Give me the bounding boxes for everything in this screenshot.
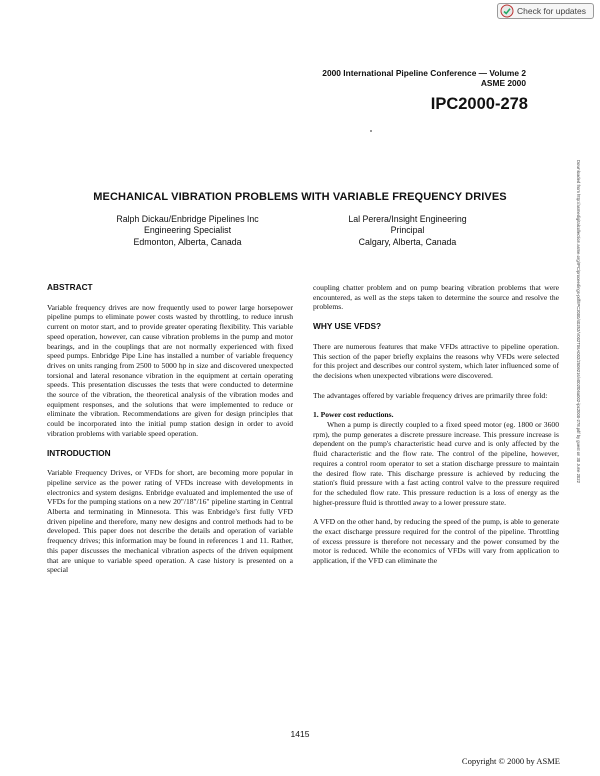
vfd-paragraph: A VFD on the other hand, by reducing the speed of the pump, is able to generate the exact discharge pressure required for the control of the pipeline. Throttling of excess pressure is therefore not necessary and the power consumed by the motor is reduced. While the economics of VFDs will vary from application to application, if the VFD can eliminate the — [313, 517, 559, 566]
check-for-updates-badge[interactable] — [497, 3, 594, 19]
why-use-vfds-text: There are numerous features that make VFDs attractive to pipeline operation. This section of the paper briefly explains the reasons why VFDs were selected for this project and describes our control system, which later influenced some of the decisions when unexpected vibrations were discovered. — [313, 341, 559, 380]
check-for-updates-label: Check for updates — [517, 6, 586, 16]
speck — [370, 130, 372, 132]
paper-id: IPC2000-278 — [430, 95, 528, 113]
publisher: ASME 2000 — [480, 78, 526, 88]
advantages-text: The advantages offered by variable frequency drives are primarily three fold: — [313, 390, 548, 400]
copyright: Copyright © 2000 by ASME — [461, 756, 560, 766]
author-name: Lal Perera/Insight Engineering — [348, 214, 467, 224]
item-1-heading: 1. Power cost reductions. — [313, 410, 394, 420]
conference-header — [322, 68, 526, 88]
continued-text: coupling chatter problem and on pump bearing vibration problems that were encountered, as well as the steps taken to determine the source and resolve the problems. — [313, 283, 559, 312]
introduction-heading: INTRODUCTION — [47, 447, 111, 458]
left-column — [47, 283, 293, 575]
author-role: Principal — [390, 225, 425, 236]
author-name: Ralph Dickau/Enbridge Pipelines Inc — [116, 214, 259, 224]
page-number: 1415 — [290, 729, 310, 739]
conference-name: 2000 International Pipeline Conference — Volume 2 — [322, 68, 526, 78]
abstract-heading: ABSTRACT — [47, 282, 93, 292]
item-1-text: When a pump is directly coupled to a fixed speed motor (eg. 1800 or 3600 rpm), the pump generates a discrete pressure increase. This pressure increase is dependent on the pump's characteristic head curve and is only affected by the fluid characteristic and the flow rate. The control of the pipeline, however, requires a control room operator to set a station discharge pressure to maintain the desired flow rate. This discharge pressure is achieved by reducing the station's fluid pressure with a fast acting control valve to the pressure required for the scheduled flow rate. This pressure reduction is a loss of energy as the higher-pressure fluid is throttled away to a lower pressure state. — [313, 420, 559, 507]
author-location: Edmonton, Alberta, Canada — [133, 236, 242, 247]
download-note: Downloaded from http://asmedigitalcollection.asme.org/IPC/proceedings-pdf/IPC2000/40252/V002T06A002/2509216/v002t06a002-ipc2000-278.pdf by guest on 30 June 2022 — [576, 160, 581, 483]
check-updates-icon — [500, 4, 514, 18]
paper-title: MECHANICAL VIBRATION PROBLEMS WITH VARIABLE FREQUENCY DRIVES — [93, 191, 507, 203]
abstract-text: Variable frequency drives are now frequently used to power large horsepower pipeline pumps to eliminate power costs wasted by throttling, to reduce inrush current on motor start, and to provide greater operating flexibility. This variable speed operation, however, can cause vibration problems in the pump and motor bearings, and in the couplings that are not normally experienced with fixed speed pumps. Enbridge Pipe Line has installed a number of variable frequency drives on units ranging from 2500 to 5000 hp in size and discovered unexpected torsional and lateral resonance vibration in the equipment at certain operating speeds. This presentation discusses the tests that were conducted to determine the source of the vibration, the theoretical analysis of the vibration modes and equipment responses, and the solutions that were implemented to reduce or eliminate the vibration. Recommendations are given for design principles that could be incorporated into the initial pump station design in order to avoid vibration problems with variable speed operation. — [47, 302, 293, 438]
why-use-vfds-heading: WHY USE VFDS? — [313, 321, 382, 332]
introduction-text: Variable Frequency Drives, or VFDs for short, are becoming more popular in pipeline service as the power rating of VFDs increase with developments in electronics and system designs. Enbridge evaluated and implemented the use of VFDs for the pumping stations on a new 20"/18"/16" pipeline starting in Central Alberta and terminating in Minnesota. This was Enbridge's first fully VFD driven pipeline and therefore, many new designs and control methods had to be developed. This paper does not describe the details and operation of variable frequency drives; this information may be found in references 1 and 11. Rather, this paper discusses the mechanical vibration aspects of the driven equipment that are unique to variable speed operation. A case history is presented on a special — [47, 468, 293, 575]
author-role: Engineering Specialist — [143, 225, 232, 236]
right-column — [313, 283, 559, 566]
author-location: Calgary, Alberta, Canada — [358, 236, 457, 247]
author-block-2 — [305, 214, 510, 248]
author-block-1 — [75, 214, 300, 248]
